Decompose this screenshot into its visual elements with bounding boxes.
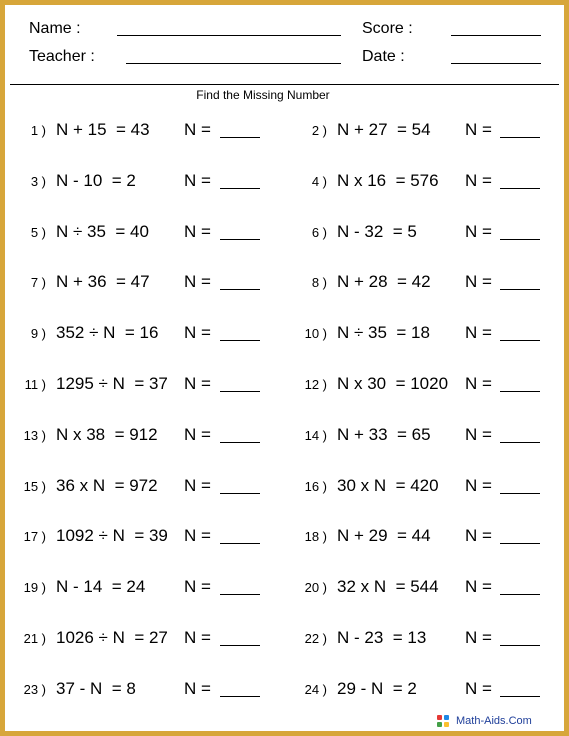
name-field[interactable] <box>117 35 341 36</box>
teacher-label: Teacher : <box>29 48 95 65</box>
problem-equation: 29 - N = 2 <box>337 679 417 698</box>
answer-blank[interactable] <box>500 594 540 595</box>
answer-label: N = <box>184 272 211 291</box>
problem-number: 10 ) <box>304 326 327 341</box>
answer-blank[interactable] <box>500 696 540 697</box>
answer-blank[interactable] <box>500 289 540 290</box>
answer-label: N = <box>465 323 492 342</box>
answer-blank[interactable] <box>220 137 260 138</box>
problem-number: 9 ) <box>30 326 46 341</box>
answer-label: N = <box>184 120 211 139</box>
problem-equation: N + 33 = 65 <box>337 425 431 444</box>
answer-blank[interactable] <box>220 340 260 341</box>
worksheet-title: Find the Missing Number <box>196 88 330 102</box>
problem-number: 18 ) <box>304 529 327 544</box>
problem-equation: N + 36 = 47 <box>56 272 150 291</box>
problem-number: 17 ) <box>23 529 46 544</box>
answer-label: N = <box>465 171 492 190</box>
answer-blank[interactable] <box>500 239 540 240</box>
answer-blank[interactable] <box>500 645 540 646</box>
answer-label: N = <box>184 323 211 342</box>
problem-equation: 1092 ÷ N = 39 <box>56 526 168 545</box>
answer-label: N = <box>184 476 211 495</box>
problem-equation: N + 15 = 43 <box>56 120 150 139</box>
problem-equation: N + 27 = 54 <box>337 120 431 139</box>
answer-blank[interactable] <box>220 594 260 595</box>
problem-number: 21 ) <box>23 631 46 646</box>
answer-label: N = <box>465 425 492 444</box>
problem-number: 7 ) <box>30 275 46 290</box>
answer-label: N = <box>465 374 492 393</box>
answer-label: N = <box>184 374 211 393</box>
answer-label: N = <box>465 679 492 698</box>
problem-equation: 1295 ÷ N = 37 <box>56 374 168 393</box>
answer-label: N = <box>465 272 492 291</box>
answer-label: N = <box>184 679 211 698</box>
problem-number: 24 ) <box>304 682 327 697</box>
problem-equation: N x 30 = 1020 <box>337 374 449 393</box>
problem-equation: N x 38 = 912 <box>56 425 158 444</box>
problem-number: 11 ) <box>24 377 46 392</box>
problem-equation: N - 23 = 13 <box>337 628 427 647</box>
problem-number: 20 ) <box>304 580 327 595</box>
problem-equation: 352 ÷ N = 16 <box>56 323 159 342</box>
date-field[interactable] <box>451 63 541 64</box>
header-divider <box>10 84 559 85</box>
math-aids-logo-icon <box>437 715 451 729</box>
answer-blank[interactable] <box>220 543 260 544</box>
answer-blank[interactable] <box>220 645 260 646</box>
problem-equation: 1026 ÷ N = 27 <box>56 628 168 647</box>
problem-equation: N - 10 = 2 <box>56 171 136 190</box>
footer-logo-text: Math-Aids.Com <box>456 715 532 727</box>
problem-number: 8 ) <box>311 275 327 290</box>
problem-equation: N ÷ 35 = 40 <box>56 222 149 241</box>
problem-number: 23 ) <box>23 682 46 697</box>
problem-number: 14 ) <box>304 428 327 443</box>
problem-equation: 30 x N = 420 <box>337 476 439 495</box>
answer-label: N = <box>465 120 492 139</box>
answer-blank[interactable] <box>220 493 260 494</box>
problem-number: 3 ) <box>30 174 46 189</box>
problem-equation: N ÷ 35 = 18 <box>337 323 430 342</box>
problem-equation: N + 28 = 42 <box>337 272 431 291</box>
answer-blank[interactable] <box>220 239 260 240</box>
problem-equation: N + 29 = 44 <box>337 526 431 545</box>
answer-blank[interactable] <box>220 188 260 189</box>
answer-label: N = <box>465 526 492 545</box>
problem-equation: N - 32 = 5 <box>337 222 417 241</box>
answer-blank[interactable] <box>500 137 540 138</box>
problem-number: 1 ) <box>30 123 46 138</box>
problem-equation: 36 x N = 972 <box>56 476 158 495</box>
problem-equation: N - 14 = 24 <box>56 577 146 596</box>
answer-blank[interactable] <box>220 289 260 290</box>
answer-label: N = <box>184 628 211 647</box>
problem-number: 13 ) <box>23 428 46 443</box>
problem-number: 5 ) <box>30 225 46 240</box>
answer-blank[interactable] <box>220 391 260 392</box>
problem-number: 19 ) <box>23 580 46 595</box>
problem-number: 16 ) <box>304 479 327 494</box>
answer-label: N = <box>184 577 211 596</box>
score-field[interactable] <box>451 35 541 36</box>
teacher-field[interactable] <box>126 63 341 64</box>
problem-number: 15 ) <box>23 479 46 494</box>
name-label: Name : <box>29 20 81 37</box>
answer-blank[interactable] <box>220 696 260 697</box>
answer-blank[interactable] <box>500 188 540 189</box>
answer-label: N = <box>184 425 211 444</box>
answer-label: N = <box>184 222 211 241</box>
answer-blank[interactable] <box>500 493 540 494</box>
answer-blank[interactable] <box>220 442 260 443</box>
problem-number: 2 ) <box>311 123 327 138</box>
answer-label: N = <box>184 171 211 190</box>
problem-number: 4 ) <box>311 174 327 189</box>
problem-number: 22 ) <box>304 631 327 646</box>
answer-label: N = <box>465 476 492 495</box>
problem-equation: 37 - N = 8 <box>56 679 136 698</box>
problem-equation: 32 x N = 544 <box>337 577 439 596</box>
answer-label: N = <box>465 628 492 647</box>
answer-label: N = <box>465 222 492 241</box>
answer-blank[interactable] <box>500 543 540 544</box>
date-label: Date : <box>362 48 405 65</box>
answer-blank[interactable] <box>500 340 540 341</box>
problem-number: 6 ) <box>311 225 327 240</box>
answer-blank[interactable] <box>500 391 540 392</box>
answer-label: N = <box>184 526 211 545</box>
answer-blank[interactable] <box>500 442 540 443</box>
score-label: Score : <box>362 20 413 37</box>
problem-number: 12 ) <box>304 377 327 392</box>
answer-label: N = <box>465 577 492 596</box>
problem-equation: N x 16 = 576 <box>337 171 439 190</box>
